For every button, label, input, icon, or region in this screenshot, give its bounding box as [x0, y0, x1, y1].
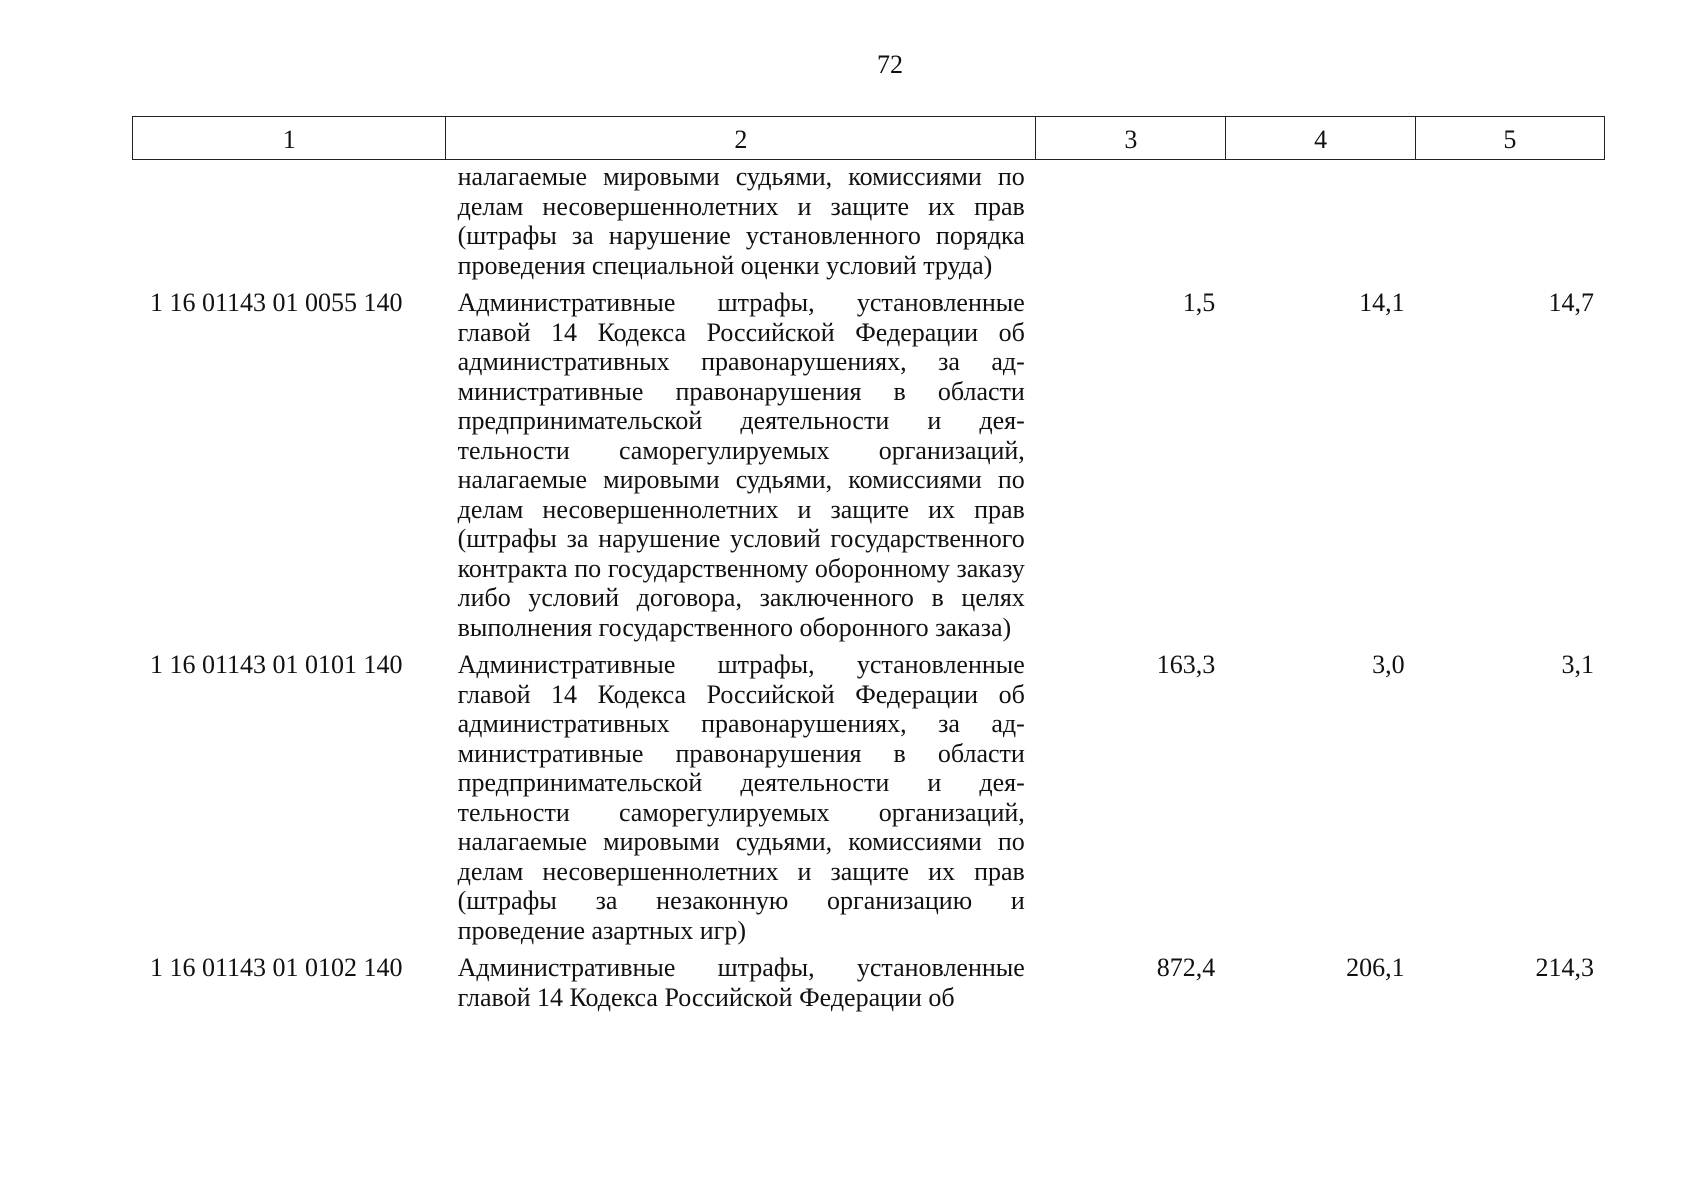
row-description: Административные штрафы, установленные главой 14 Кодекса Российской Федерации об административных правонарушениях, за административные правонарушения в области предпринимательской деятельности и деятельности саморегулируемых организаций, налагаемые мировыми судьями, комиссиями по делам несовершеннолетних и защите их прав (штрафы за незаконную организацию и проведение азартных игр) [457, 650, 1025, 945]
page-number: 72 [877, 50, 903, 79]
row-col5-value: 14,7 [1548, 288, 1594, 317]
row-code: 1 16 01143 01 0102 140 [150, 953, 403, 982]
header-col-5: 5 [1415, 117, 1604, 160]
row-description: Административные штрафы, установленные главой 14 Кодекса Российской Федерации об [457, 953, 1025, 1012]
row-col3-value: 1,5 [1182, 288, 1216, 317]
row-col4-value: 14,1 [1359, 288, 1405, 317]
row-col5-value: 3,1 [1561, 650, 1594, 679]
row-col5-value [1416, 162, 1605, 288]
table-header [132, 116, 1605, 160]
row-col5-value: 214,3 [1535, 953, 1594, 982]
header-col-1: 1 [133, 117, 446, 160]
row-description: Административные штрафы, установленные главой 14 Кодекса Российской Федерации об административных правонарушениях, за административные правонарушения в области предпринимательской деятельности и деятельности саморегулируемых организаций, налагаемые мировыми судьями, комиссиями по делам несовершеннолетних и защите их прав (штрафы за нарушение условий государственного контракта по государственному оборонному заказу либо условий договора, заключенного в целях выполнения государственного оборонного заказа) [457, 288, 1025, 642]
header-row [133, 117, 1605, 160]
row-description: налагаемые мировыми судьями, комиссиями по делам несовершеннолетних и защите их прав (штрафы за нарушение установленного порядка проведения специальной оценки условий труда) [457, 162, 1025, 280]
table-body [132, 162, 1605, 1020]
row-col4-value: 3,0 [1372, 650, 1405, 679]
table-row [132, 953, 1605, 1020]
table-row [132, 162, 1605, 288]
row-col3-value: 872,4 [1156, 953, 1216, 982]
row-code: 1 16 01143 01 0055 140 [150, 288, 403, 317]
table-row [132, 650, 1605, 953]
row-col3-value [1036, 162, 1226, 288]
row-col3-value: 163,3 [1156, 650, 1216, 679]
header-col-3: 3 [1036, 117, 1226, 160]
row-col4-value [1226, 162, 1415, 288]
header-col-2: 2 [446, 117, 1036, 160]
row-code: 1 16 01143 01 0101 140 [150, 650, 403, 679]
row-col4-value: 206,1 [1346, 953, 1405, 982]
row-code [132, 162, 446, 288]
table-row [132, 288, 1605, 650]
header-col-4: 4 [1226, 117, 1415, 160]
